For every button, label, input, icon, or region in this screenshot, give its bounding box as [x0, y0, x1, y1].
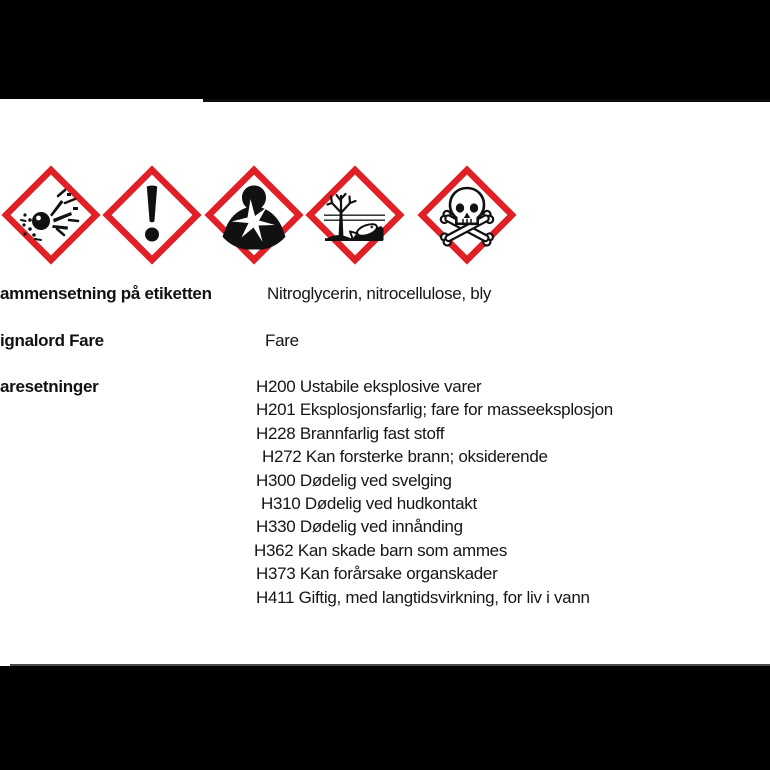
- signal-word-value: Fare: [265, 331, 299, 350]
- composition-value: Nitroglycerin, nitrocellulose, bly: [267, 284, 492, 303]
- health-hazard-icon: [204, 165, 304, 265]
- hazard-statement: H411 Giftig, med langtidsvirkning, for liv i vann: [256, 587, 590, 607]
- hazard-statement: H310 Dødelig ved hudkontakt: [261, 493, 477, 513]
- exclamation-mark-icon: [102, 165, 202, 265]
- hazard-statements-label: aresetninger: [0, 377, 99, 396]
- hazard-statements-list: [256, 375, 613, 609]
- composition-label: ammensetning på etiketten: [0, 284, 212, 303]
- hazard-statement: H373 Kan forårsake organskader: [256, 564, 498, 584]
- bottom-letterbox-bar: [0, 666, 770, 770]
- hazard-statement: H300 Dødelig ved svelging: [256, 470, 452, 490]
- hazard-statement: H201 Eksplosjonsfarlig; fare for masseeksplosjon: [256, 400, 613, 420]
- hazard-statement: H272 Kan forsterke brann; oksiderende: [262, 447, 548, 467]
- top-letterbox-bar-extension: [203, 99, 770, 102]
- signal-word-label: ignalord Fare: [0, 331, 104, 350]
- hazard-statement: H200 Ustabile eksplosive varer: [256, 377, 482, 396]
- top-letterbox-bar: [0, 0, 770, 99]
- skull-crossbones-icon: [417, 165, 517, 265]
- environment-hazard-icon: [305, 165, 405, 265]
- hazard-statement: H330 Dødelig ved innånding: [256, 517, 463, 537]
- hazard-statement: H228 Brannfarlig fast stoff: [256, 423, 445, 443]
- hazard-statement: H362 Kan skade barn som ammes: [254, 540, 508, 560]
- exploding-bomb-icon: [1, 165, 101, 265]
